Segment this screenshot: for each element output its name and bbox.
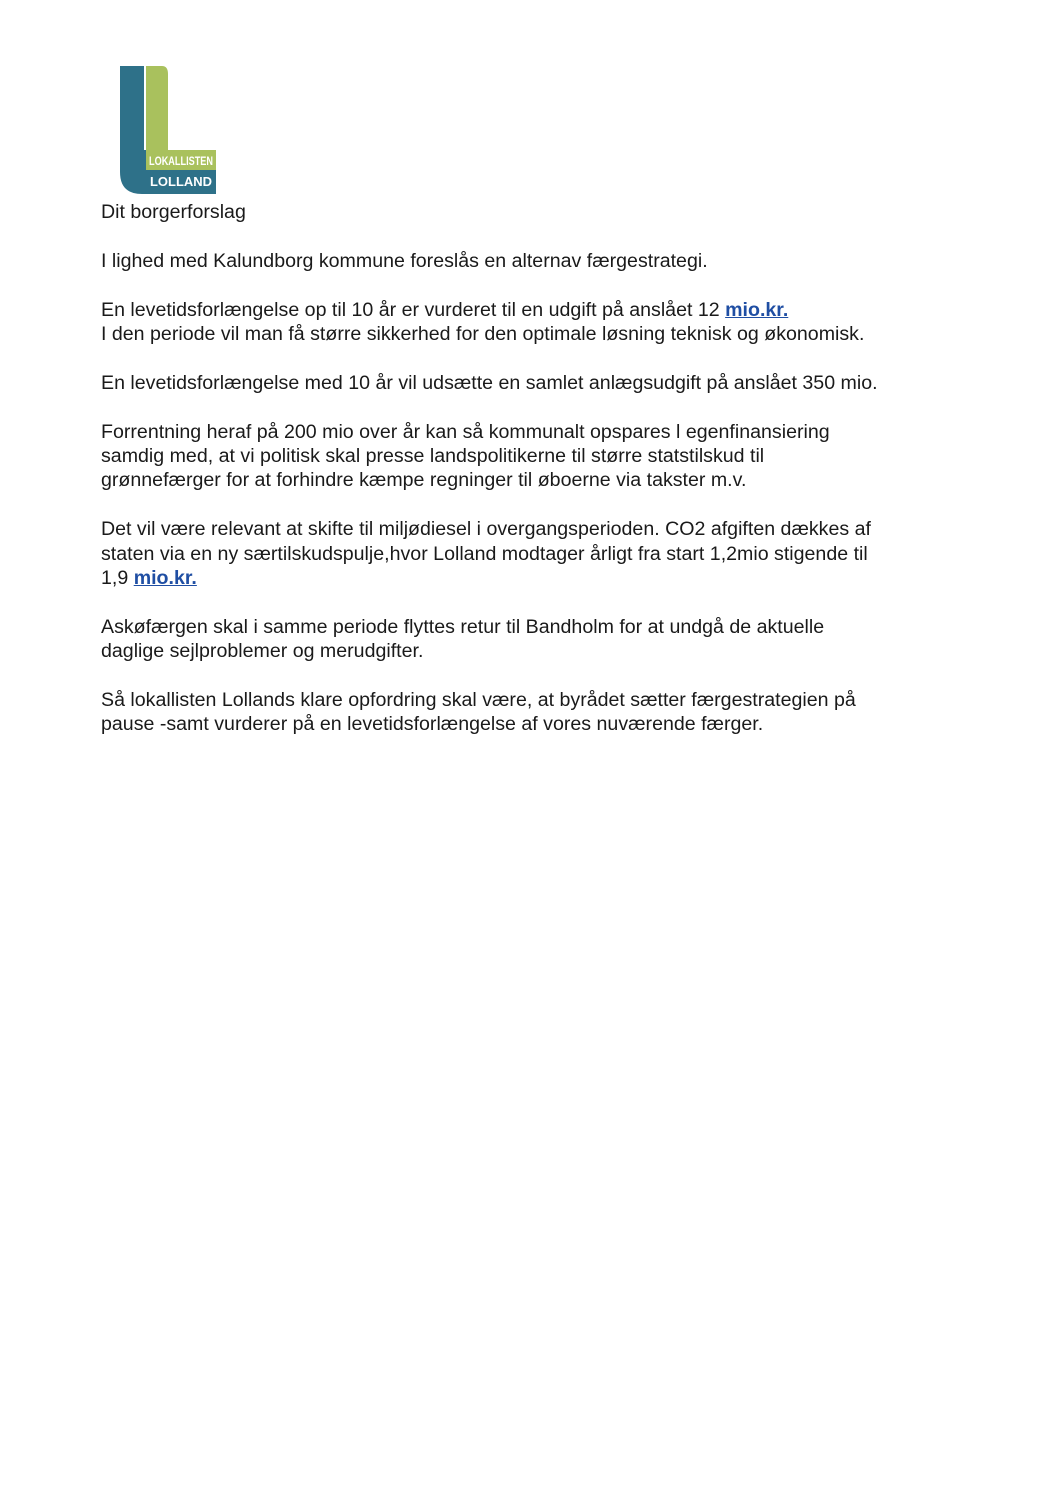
mio-kr-link-2[interactable]: mio.kr. xyxy=(133,567,197,590)
paragraph-7: Så lokallisten Lollands klare opfordring skal være, at byrådet sætter færgestrategien på pause -samt vurderer på en levetidsforlængelse af vores nuværende færger. xyxy=(101,689,856,736)
paragraph-4: Forrentning heraf på 200 mio over år kan så kommunalt opspares l egenfinansiering samdig med, at vi politisk skal presse landspolitikerne til større statstilskud til grønnefærger for at forhindre kæmpe regninger til øboerne via takster m.v. xyxy=(101,420,830,492)
paragraph-2: En levetidsforlængelse op til 10 år er vurderet til en udgift på anslået 12 mio.kr. I den periode vil man få større sikkerhed for den optimale løsning teknisk og økonomisk. xyxy=(101,298,865,345)
paragraph-1: I lighed med Kalundborg kommune foreslås en alternav færgestrategi. xyxy=(101,249,708,272)
mio-kr-link-1[interactable]: mio.kr. xyxy=(725,298,789,321)
logo-text-lolland: LOLLAND xyxy=(150,174,212,189)
logo-text-lokallisten: LOKALLISTEN xyxy=(149,156,213,168)
lokallisten-lolland-logo xyxy=(120,66,216,196)
document-title: Dit borgerforslag xyxy=(101,201,246,223)
paragraph-3: En levetidsforlængelse med 10 år vil udsætte en samlet anlægsudgift på anslået 350 mio. xyxy=(101,371,878,394)
paragraph-6: Askøfærgen skal i samme periode flyttes retur til Bandholm for at undgå de aktuelle daglige sejlproblemer og merudgifter. xyxy=(101,615,825,663)
paragraph-5: Det vil være relevant at skifte til miljødiesel i overgangsperioden. CO2 afgiften dækkes af staten via en ny særtilskudspulje,hvor Lolland modtager årligt fra start 1,2mio stigende til 1,9 mio.kr. xyxy=(101,518,871,590)
document-body xyxy=(101,200,961,761)
